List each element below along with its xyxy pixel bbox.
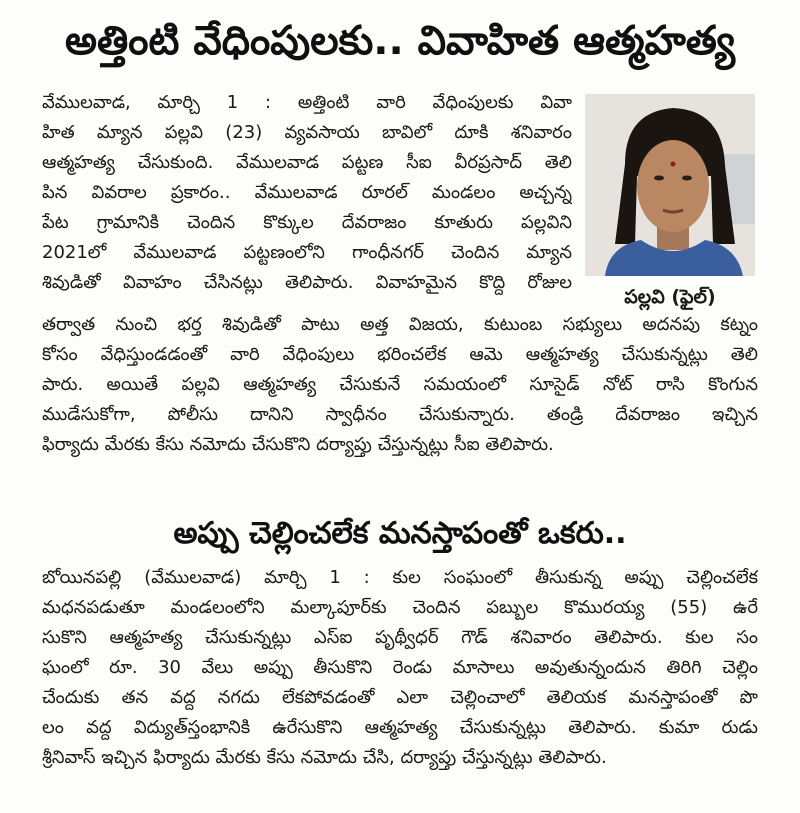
article1-line: 2021లో వేములవాడ పట్టణంలోని గాంధీనగర్ చెందిన మ్యాన [42, 242, 572, 263]
subheadline: అప్పు చెల్లించలేక మనస్తాపంతో ఒకరు.. [173, 516, 627, 551]
article2-line: మధనపడుతూ మండలంలోని మల్కాపూర్‌కు చెందిన పబ్బుల కొమురయ్య (55) ఉరే [42, 597, 758, 618]
article2-line: ఘంలో రూ. 30 వేలు అప్పు తీసుకొని రెండు మాసాలు అవుతున్నందున తిరిగి చెల్లిం [42, 657, 758, 678]
article1-line: ఫిర్యాదు మేరకు కేసు నమోదు చేసుకొని దర్యాప్తు చేస్తున్నట్లు సీఐ తెలిపారు. [42, 434, 554, 455]
article1-line: కోసం వేధిస్తుండడంతో వారి వేధింపులు భరించలేక ఆమె ఆత్మహత్య చేసుకున్నట్లు తెలి [42, 344, 758, 365]
portrait-photo-image [585, 94, 755, 276]
article1-line: వేములవాడ, మార్చి 1 : అత్తింటి వారి వేధింపులకు వివా [42, 92, 572, 113]
photo-caption: పల్లవి (ఫైల్) [624, 286, 716, 308]
article2-line: శ్రీనివాస్ ఇచ్చిన ఫిర్యాదు మేరకు కేసు నమోదు చేసి, దర్యాప్తు చేస్తున్నట్లు తెలిపారు. [42, 747, 607, 768]
article2-line: చేందుకు తన వద్ద నగదు లేకపోవడంతో ఎలా చెల్లించాలో తెలియక మనస్తాపంతో పొ [42, 687, 758, 708]
article2-line: బోయినపల్లి (వేములవాడ) మార్చి 1 : కుల సంఘంలో తీసుకున్న అప్పు చెల్లించలేక [42, 567, 758, 588]
article1-line: శివుడితో వివాహం చేసినట్లు తెలిపారు. వివాహమైన కొద్ది రోజుల [42, 272, 572, 293]
article1-line: ముడేసుకోగా, పోలీసు దానిని స్వాధీనం చేసుకున్నారు. తండ్రి దేవరాజం ఇచ్చిన [42, 404, 758, 425]
article2-line: సుకొని ఆత్మహత్య చేసుకున్నట్లు ఎస్ఐ పృథ్వీధర్ గౌడ్ శనివారం తెలిపారు. కుల సం [42, 627, 758, 648]
article1-line: పారు. అయితే పల్లవి ఆత్మహత్య చేసుకునే సమయంలో సూసైడ్ నోట్ రాసి కొంగున [42, 374, 758, 395]
portrait-photo [585, 94, 755, 276]
article2-line: లం వద్ద విద్యుత్‌స్తంభానికి ఉరేసుకొని ఆత్మహత్య చేసుకున్నట్లు తెలిపారు. కుమా రుడు [42, 717, 758, 738]
article1-line: తర్వాత నుంచి భర్త శివుడితో పాటు అత్త విజయ, కుటుంబ సభ్యులు అదనపు కట్నం [42, 314, 758, 335]
article1-line: పేట గ్రామానికి చెందిన కొక్కుల దేవరాజం కూతురు పల్లవిని [42, 212, 572, 233]
article1-line: హిత మ్యాన పల్లవి (23) వ్యవసాయ బావిలో దూకి శనివారం [42, 122, 572, 143]
article1-line: ఆత్మహత్య చేసుకుంది. వేములవాడ పట్టణ సీఐ వీరప్రసాద్ తెలి [42, 152, 572, 173]
headline: అత్తింటి వేధింపులకు.. వివాహిత ఆత్మహత్య [64, 18, 736, 64]
article1-line: పిన వివరాల ప్రకారం.. వేములవాడ రూరల్ మండలం అచ్చన్న [42, 182, 572, 203]
